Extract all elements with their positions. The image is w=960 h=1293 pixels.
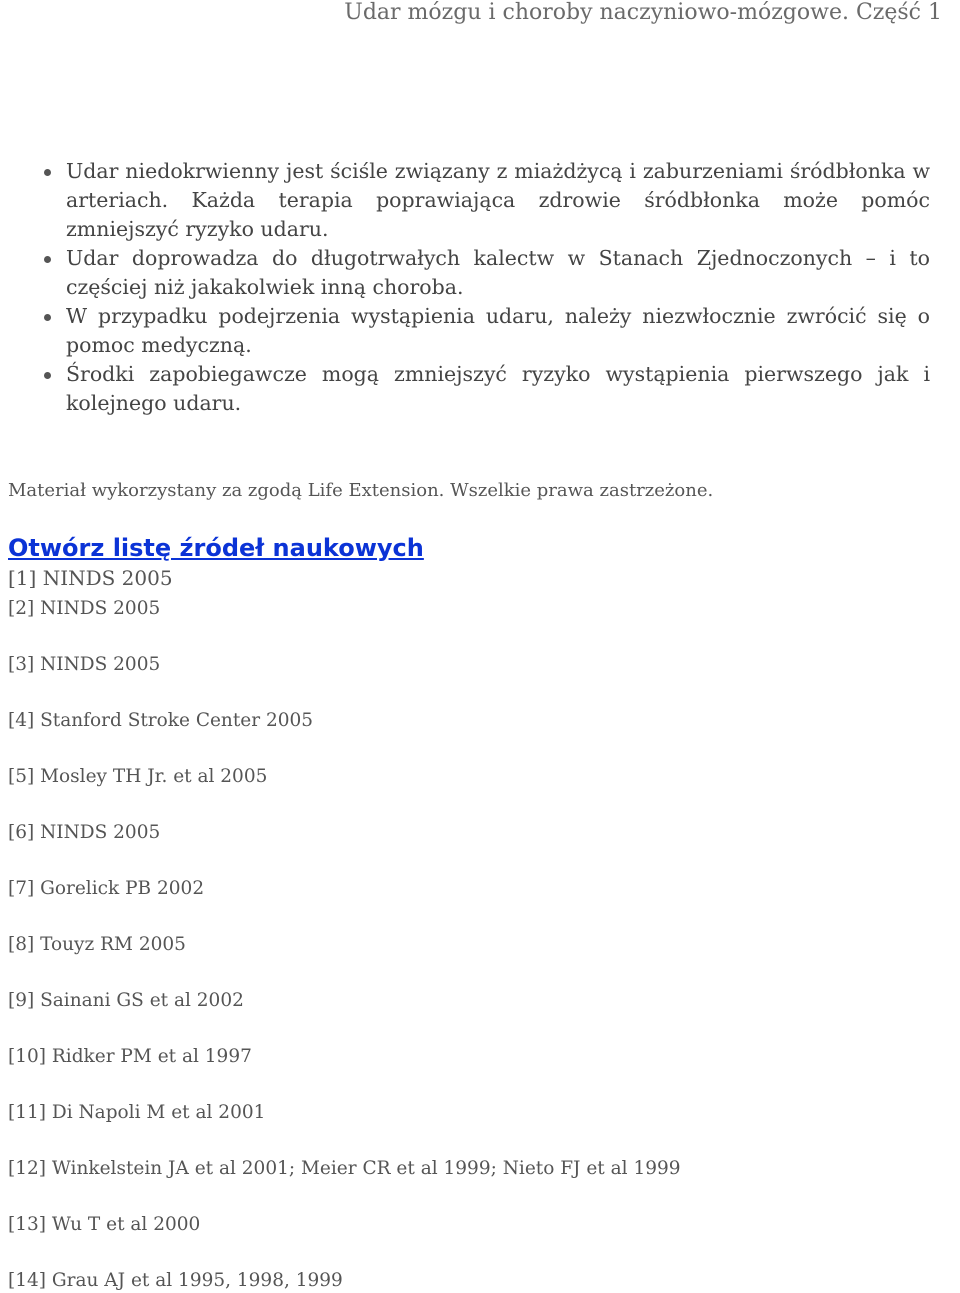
reference-item: [5] Mosley TH Jr. et al 2005 [8,766,268,787]
open-sources-link[interactable]: Otwórz listę źródeł naukowych [8,534,424,562]
page-header-title: Udar mózgu i choroby naczyniowo-mózgowe. Część 1 [344,0,942,25]
summary-item: W przypadku podejrzenia wystąpienia udaru, należy niezwłocznie zwrócić się o pomoc medyczną. [66,302,930,360]
copyright-notice: Materiał wykorzystany za zgodą Life Extension. Wszelkie prawa zastrzeżone. [8,480,714,501]
summary-item: Udar niedokrwienny jest ściśle związany z miażdżycą i zaburzeniami śródbłonka w arteriach. Każda terapia poprawiająca zdrowie śródbłonka może pomóc zmniejszyć ryzyko udaru. [66,157,930,244]
summary-list [0,157,930,418]
reference-item: [11] Di Napoli M et al 2001 [8,1102,266,1123]
reference-item: [1] NINDS 2005 [8,566,173,590]
reference-item: [13] Wu T et al 2000 [8,1214,201,1235]
summary-item: Udar doprowadza do długotrwałych kalectw w Stanach Zjednoczonych – i to częściej niż jakakolwiek inną choroba. [66,244,930,302]
reference-item: [4] Stanford Stroke Center 2005 [8,710,314,731]
reference-item: [2] NINDS 2005 [8,598,161,619]
reference-item: [10] Ridker PM et al 1997 [8,1046,252,1067]
reference-item: [12] Winkelstein JA et al 2001; Meier CR et al 1999; Nieto FJ et al 1999 [8,1158,681,1179]
reference-item: [6] NINDS 2005 [8,822,161,843]
reference-item: [8] Touyz RM 2005 [8,934,186,955]
reference-item: [3] NINDS 2005 [8,654,161,675]
reference-item: [9] Sainani GS et al 2002 [8,990,244,1011]
reference-item: [7] Gorelick PB 2002 [8,878,205,899]
summary-item: Środki zapobiegawcze mogą zmniejszyć ryzyko wystąpienia pierwszego jak i kolejnego udaru. [66,360,930,418]
reference-item: [14] Grau AJ et al 1995, 1998, 1999 [8,1270,343,1291]
